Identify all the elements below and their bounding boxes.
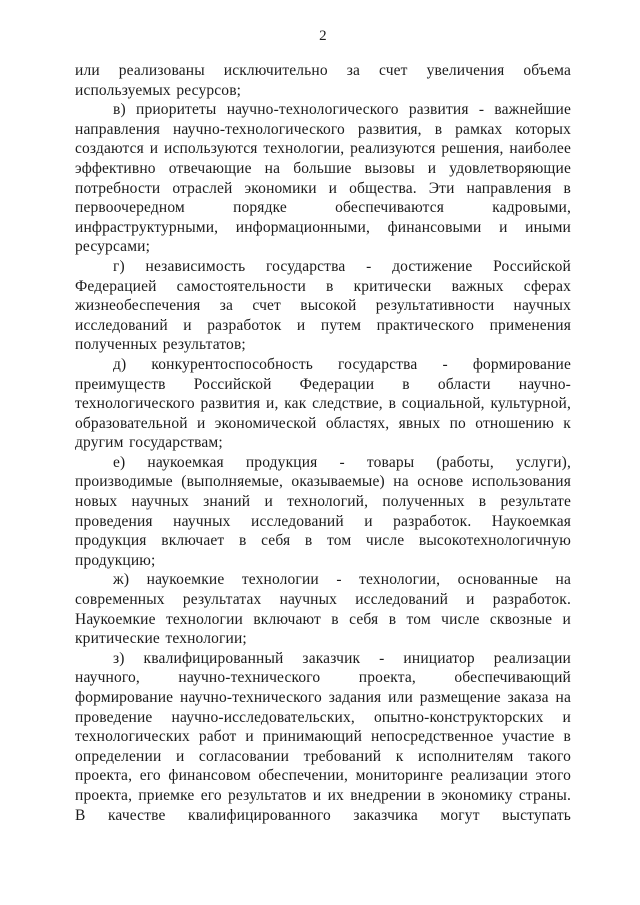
paragraph: ж) наукоемкие технологии - технологии, основанные на современных результатах научных исследований и разработок. Наукоемкие технологии включают в себя в том числе сквозные и критические технологии;: [75, 571, 571, 648]
paragraph: з) квалифицированный заказчик - инициатор реализации научного, научно-технического проекта, обеспечивающий формирование научно-технического задания или размещение заказа на проведение научно-исследовательских, опытно-конструкторских и технологических работ и принимающий непосредственное участие в определении и согласовании требований к исполнителям такого проекта, его финансовом обеспечении, мониторинге реализации этого проекта, приемке его результатов и их внедрении в экономику страны. В качестве квалифицированного заказчика могут выступать: [75, 649, 571, 824]
paragraph: е) наукоемкая продукция - товары (работы, услуги), производимые (выполняемые, оказываемые) на основе использования новых научных знаний и технологий, полученных в результате проведения научных исследований и разработок. Наукоемкая продукция включает в себя в том числе высокотехнологичную продукцию;: [75, 453, 571, 569]
paragraph: д) конкурентоспособность государства - формирование преимуществ Российской Федерации в области научно-технологического развития и, как следствие, в социальной, культурной, образовательной и экономической областях, явных по отношению к другим государствам;: [75, 355, 571, 452]
page-number: 2: [319, 28, 327, 44]
document-body: [75, 61, 571, 825]
paragraph: в) приоритеты научно-технологического развития - важнейшие направления научно-технологического развития, в рамках которых создаются и используются технологии, реализуются решения, наиболее эффективно отвечающие на большие вызовы и удовлетворяющие потребности отраслей экономики и общества. Эти направления в первоочередном порядке обеспечиваются кадровыми, инфраструктурными, информационными, финансовыми и иными ресурсами;: [75, 101, 571, 256]
paragraph: г) независимость государства - достижение Российской Федерацией самостоятельности в критически важных сферах жизнеобеспечения за счет высокой результативности научных исследований и разработок и путем практического применения полученных результатов;: [75, 257, 571, 354]
paragraph: или реализованы исключительно за счет увеличения объема используемых ресурсов;: [75, 62, 571, 99]
